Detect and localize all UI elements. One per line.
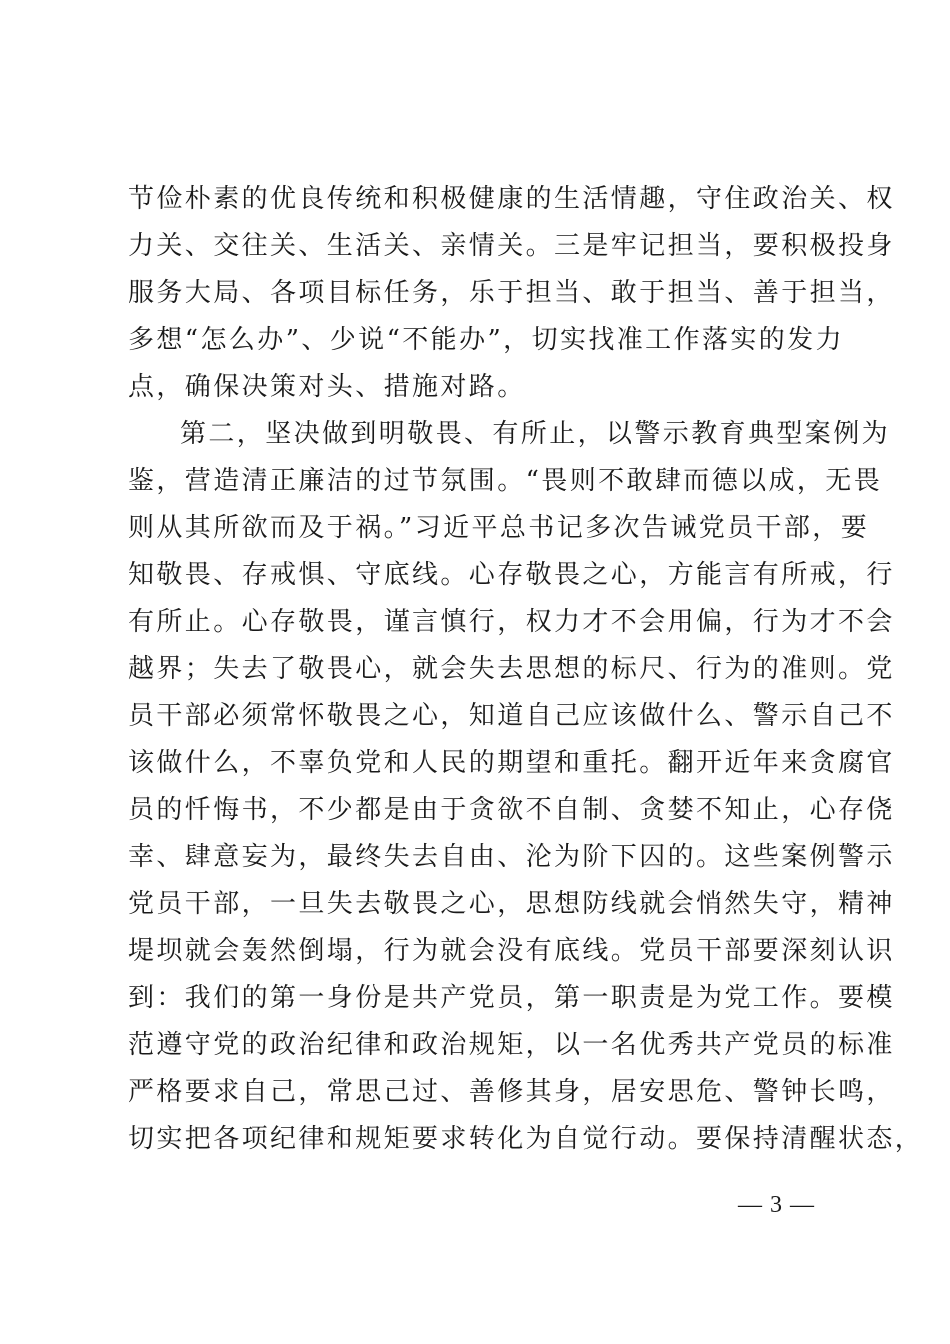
text-line: 党员干部，一旦失去敬畏之心，思想防线就会悄然失守，精神 [128,889,895,919]
text-line: 节俭朴素的优良传统和积极健康的生活情趣，守住政治关、权 [128,184,895,214]
text-line: 范遵守党的政治纪律和政治规矩，以一名优秀共产党员的标准 [128,1030,895,1060]
text-line: 切实把各项纪律和规矩要求转化为自觉行动。要保持清醒状态， [128,1124,924,1154]
text-line: 力关、交往关、生活关、亲情关。三是牢记担当，要积极投身 [128,231,895,261]
text-line: 则从其所欲而及于祸。”习近平总书记多次告诫党员干部，要 [128,513,870,543]
paragraph [128,411,924,1163]
text-line: 员的忏悔书，不少都是由于贪欲不自制、贪婪不知止，心存侥 [128,795,895,825]
text-line: 该做什么，不辜负党和人民的期望和重托。翻开近年来贪腐官 [128,748,895,778]
text-line: 员干部必须常怀敬畏之心，知道自己应该做什么、警示自己不 [128,701,895,731]
text-line: 服务大局、各项目标任务，乐于担当、敢于担当、善于担当， [128,278,895,308]
text-line: 点，确保决策对头、措施对路。 [128,372,526,402]
text-line: 知敬畏、存戒惧、守底线。心存敬畏之心，方能言有所戒，行 [128,560,895,590]
text-line: 第二，坚决做到明敬畏、有所止，以警示教育典型案例为 [180,419,891,449]
paragraph [128,176,895,411]
body-text [128,176,924,1163]
text-line: 堤坝就会轰然倒塌，行为就会没有底线。党员干部要深刻认识 [128,936,895,966]
text-line: 多想“怎么办”、少说“不能办”，切实找准工作落实的发力 [128,325,844,355]
page-number: — 3 — [738,1192,815,1218]
text-line: 严格要求自己，常思己过、善修其身，居安思危、警钟长鸣， [128,1077,895,1107]
text-line: 有所止。心存敬畏，谨言慎行，权力才不会用偏，行为才不会 [128,607,895,637]
text-line: 到：我们的第一身份是共产党员，第一职责是为党工作。要模 [128,983,895,1013]
text-line: 幸、肆意妄为，最终失去自由、沦为阶下囚的。这些案例警示 [128,842,895,872]
text-line: 鉴，营造清正廉洁的过节氛围。“畏则不敢肆而德以成，无畏 [128,466,883,496]
text-line: 越界；失去了敬畏心，就会失去思想的标尺、行为的准则。党 [128,654,895,684]
